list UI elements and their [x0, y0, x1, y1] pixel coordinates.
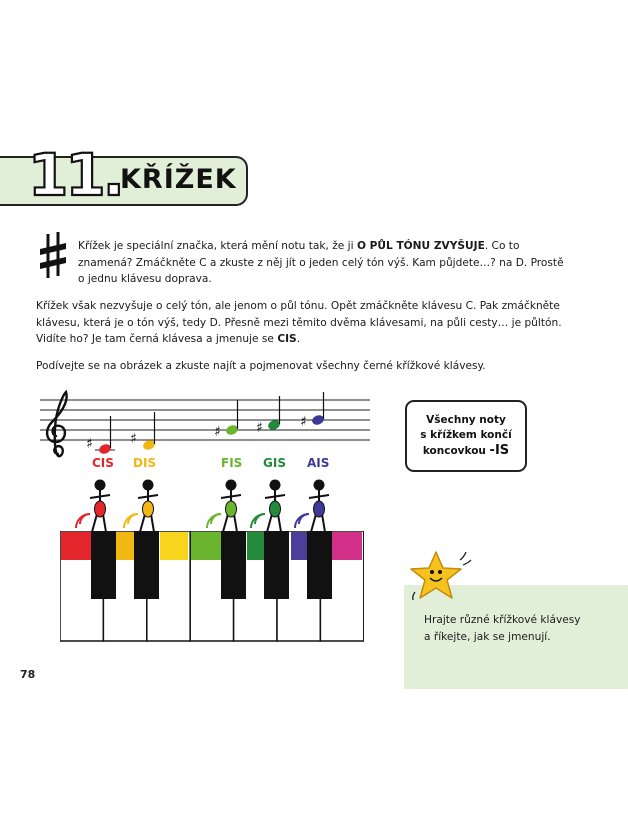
- svg-text:♯: ♯: [300, 414, 307, 430]
- info-box: [405, 400, 527, 472]
- black-key-ais: [307, 531, 332, 599]
- chapter-number: 11.: [28, 141, 122, 209]
- note-cis: [86, 416, 112, 455]
- note-dis: [130, 412, 156, 451]
- halftone-text-part: .: [296, 333, 301, 345]
- info-line: s křížkem končí: [420, 429, 512, 441]
- note-name-label: AIS: [307, 456, 330, 470]
- note-name-label: DIS: [133, 456, 157, 470]
- halftone-paragraph: [36, 298, 568, 348]
- svg-text:♯: ♯: [256, 420, 263, 436]
- star-mascot-icon: [410, 548, 472, 608]
- side-panel-text: [424, 612, 614, 645]
- halftone-text-part: Křížek však nezvyšuje o celý tón, ale jenom o půl tónu. Opět zmáčkněte klávesu C. Pak zmáčkněte klávesu, která je o tón výš, tedy D. Přesně mezi těmito dvěma klávesami, na půli cesty… je půltón. Vidíte ho? Je tam černá klávesa a jmenuje se: [36, 300, 562, 345]
- black-key-fis: [221, 531, 246, 599]
- piano-keyboard: [60, 531, 364, 643]
- treble-clef-icon: [47, 392, 67, 456]
- chapter-title: KŘÍŽEK: [120, 164, 237, 195]
- svg-text:♯: ♯: [86, 436, 93, 452]
- side-line: a říkejte, jak se jmenují.: [424, 630, 551, 643]
- info-line: [423, 443, 509, 459]
- svg-text:♯: ♯: [214, 424, 221, 440]
- note-name-label: FIS: [221, 456, 243, 470]
- note-names-row: [40, 456, 380, 476]
- info-suffix: -IS: [489, 443, 510, 458]
- note-name-label: GIS: [263, 456, 286, 470]
- black-key-dis: [134, 531, 159, 599]
- intro-paragraph: [78, 238, 568, 288]
- note-ais: [300, 392, 325, 430]
- side-line: Hrajte různé křížkové klávesy: [424, 614, 581, 626]
- intro-text-part: . Co to znamená? Zmáčkněte C a zkuste z něj jít o jeden celý tón výš. Kam půjdete…? na D. Prostě o jednu klávesu doprava.: [78, 240, 564, 285]
- intro-text-part: Křížek je speciální značka, která mění notu tak, že ji: [78, 240, 357, 252]
- black-key-gis: [264, 531, 289, 599]
- info-line: Všechny noty: [426, 414, 506, 426]
- stick-figures: [55, 478, 375, 538]
- note-name-label: CIS: [92, 456, 114, 470]
- instruction-paragraph: Podívejte se na obrázek a zkuste najít a pojmenovat všechny černé křížkové klávesy.: [36, 360, 486, 372]
- info-line-part: koncovkou: [422, 445, 490, 457]
- intro-emphasis: O PŮL TÓNU ZVYŠUJE: [356, 240, 485, 252]
- sharp-sign-icon: [38, 232, 68, 278]
- svg-text:♯: ♯: [130, 431, 137, 447]
- page-number: 78: [20, 668, 36, 681]
- halftone-emphasis: CIS: [277, 333, 297, 345]
- black-key-cis: [91, 531, 116, 599]
